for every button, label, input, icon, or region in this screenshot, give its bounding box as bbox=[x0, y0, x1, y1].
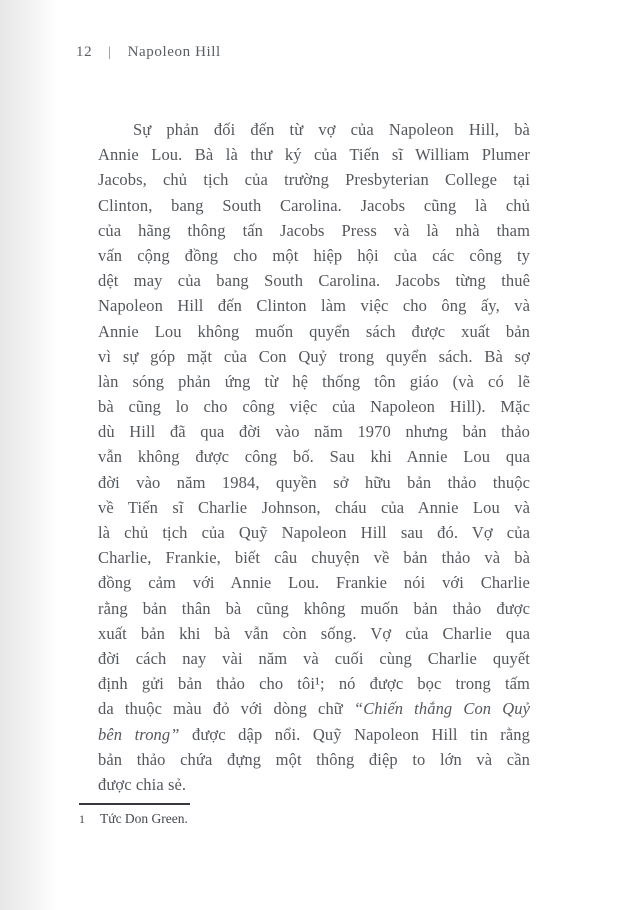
body-text-segment: da thuộc màu đỏ với dòng chữ bbox=[98, 699, 354, 719]
body-text-line bbox=[98, 696, 530, 721]
body-text-line: định gửi bản thảo cho tôi¹; nó được bọc trong tấm bbox=[98, 674, 530, 694]
body-text-line: Jacobs, chủ tịch của trường Presbyterian College tại bbox=[98, 170, 530, 190]
body-text-line: của hãng thông tấn Jacobs Press và là nhà tham bbox=[98, 220, 530, 240]
body-text-line: bà cũng lo cho công việc của Napoleon Hill). Mặc bbox=[98, 397, 530, 417]
footnote-rule bbox=[79, 803, 190, 805]
header-separator: | bbox=[108, 45, 112, 60]
footnote-text: Tức Don Green. bbox=[100, 811, 188, 826]
body-text-line: dù Hill đã qua đời vào năm 1970 nhưng bản thảo bbox=[98, 422, 530, 442]
body-text-line: đồng cảm với Annie Lou. Frankie nói với Charlie bbox=[98, 573, 530, 593]
body-text-line: đời vào năm 1984, quyền sở hữu bản thảo thuộc bbox=[98, 472, 530, 492]
body-text-line: là chủ tịch của Quỹ Napoleon Hill sau đó. Vợ của bbox=[98, 523, 530, 542]
body-text-line: vẫn không được công bố. Sau khi Annie Lou qua bbox=[98, 447, 530, 467]
book-title: Napoleon Hill bbox=[127, 44, 221, 60]
body-paragraph bbox=[98, 117, 530, 797]
footnote bbox=[79, 811, 188, 827]
body-text-line: Napoleon Hill đến Clinton làm việc cho ông ấy, và bbox=[98, 296, 530, 316]
body-text-line: làn sóng phản ứng từ hệ thống tôn giáo (và có lẽ bbox=[98, 371, 530, 391]
body-text-line: Annie Lou không muốn quyển sách được xuất bản bbox=[98, 321, 530, 341]
body-text-line: đời cách nay vài năm và cuối cùng Charlie quyết bbox=[98, 648, 530, 668]
body-text-line: vấn cộng đồng cho một hiệp hội của các công ty bbox=[98, 245, 530, 265]
body-text-segment-italic: “Chiến thắng Con Quỷ bbox=[353, 699, 530, 719]
body-text-line: Annie Lou. Bà là thư ký của Tiến sĩ William Plumer bbox=[98, 145, 530, 165]
running-header bbox=[76, 44, 221, 61]
body-text-line: bản thảo chứa đựng một thông điệp to lớn và cần bbox=[98, 749, 530, 769]
body-text-segment-italic: bên trong” bbox=[98, 724, 180, 744]
body-text-line bbox=[98, 722, 530, 747]
body-text-line: vì sự góp mặt của Con Quỷ trong quyển sách. Bà sợ bbox=[98, 346, 530, 366]
body-text-line: dệt may của bang South Carolina. Jacobs từng thuê bbox=[98, 271, 530, 291]
body-text-line: được chia sẻ. bbox=[98, 774, 187, 794]
body-text-line: về Tiến sĩ Charlie Johnson, cháu của Annie Lou và bbox=[98, 497, 530, 517]
body-text-line: rằng bản thân bà cũng không muốn bản thảo được bbox=[98, 598, 530, 618]
body-text-line: Clinton, bang South Carolina. Jacobs cũng là chủ bbox=[98, 195, 530, 215]
body-text-line: Sự phản đối đến từ vợ của Napoleon Hill, bà bbox=[133, 120, 530, 139]
footnote-marker: 1 bbox=[79, 812, 85, 826]
body-text-line: xuất bản khi bà vẫn còn sống. Vợ của Charlie qua bbox=[98, 623, 530, 643]
body-text-segment: được dập nổi. Quỹ Napoleon Hill tin rằng bbox=[179, 724, 530, 744]
gutter-shadow bbox=[0, 0, 58, 910]
page-number: 12 bbox=[76, 44, 93, 60]
body-text-line: Charlie, Frankie, biết câu chuyện về bản thảo và bà bbox=[98, 548, 530, 568]
